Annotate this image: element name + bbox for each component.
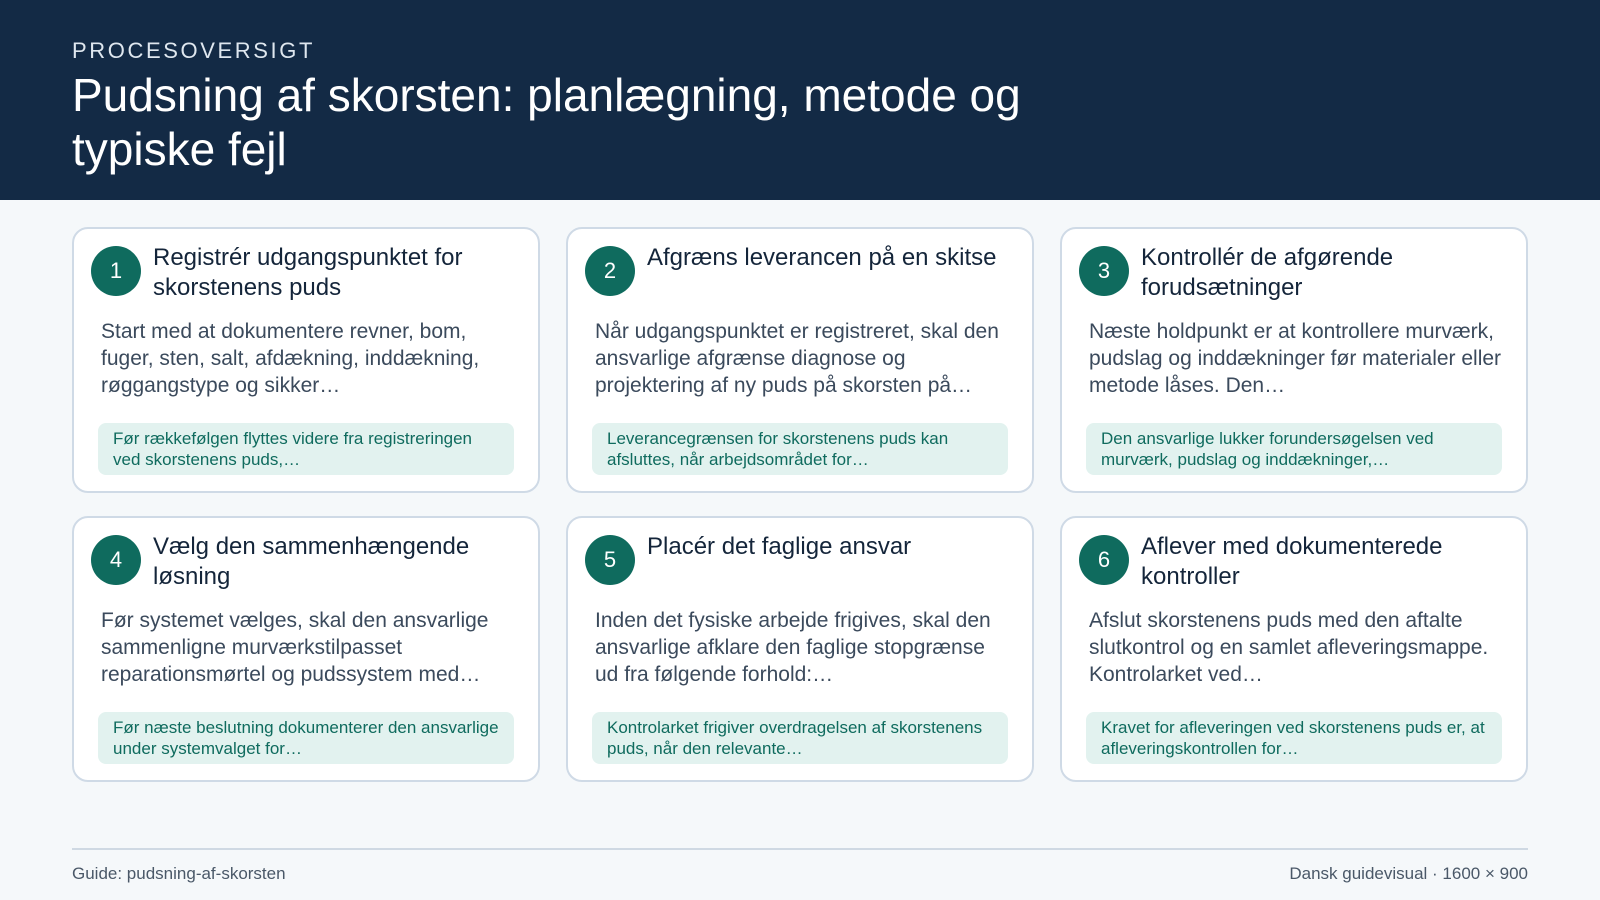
- page-title: Pudsning af skorsten: planlægning, metode og typiske fejl: [72, 69, 1021, 175]
- step-title: Placér det faglige ansvar: [647, 533, 912, 560]
- step-description: Start med at dokumentere revner, bom, fuger, sten, salt, afdækning, inddækning, røggangstype og sikker…: [101, 320, 480, 397]
- eyebrow-label: PROCESOVERSIGT: [72, 38, 315, 63]
- step-note: Kravet for afleveringen ved skorstenens puds er, at afleveringskontrollen for…: [1086, 712, 1502, 764]
- step-number-badge: 1: [91, 246, 141, 296]
- step-number-badge: 4: [91, 535, 141, 585]
- footer-guide-label: Guide: pudsning-af-skorsten: [72, 864, 286, 883]
- step-number-badge: 6: [1079, 535, 1129, 585]
- step-number-badge: 5: [585, 535, 635, 585]
- step-title: Vælg den sammenhængende løsning: [153, 533, 470, 590]
- step-note: Før rækkefølgen flyttes videre fra registreringen ved skorstenens puds,…: [98, 423, 514, 475]
- step-card-4: [72, 516, 540, 782]
- step-note: Før næste beslutning dokumenterer den ansvarlige under systemvalget for…: [98, 712, 514, 764]
- step-note: Kontrolarket frigiver overdragelsen af skorstenens puds, når den relevante…: [592, 712, 1008, 764]
- step-card-6: [1060, 516, 1528, 782]
- step-description: Næste holdpunkt er at kontrollere murværk, pudslag og inddækninger før materialer eller metode låses. Den…: [1089, 320, 1502, 397]
- footer-format-label: Dansk guidevisual · 1600 × 900: [1289, 864, 1528, 883]
- step-number-badge: 2: [585, 246, 635, 296]
- step-note: Leverancegrænsen for skorstenens puds kan afsluttes, når arbejdsområdet for…: [592, 423, 1008, 475]
- step-title: Aflever med dokumenterede kontroller: [1141, 533, 1443, 590]
- step-description: Afslut skorstenens puds med den aftalte slutkontrol og en samlet afleveringsmappe. Kontrolarket ved…: [1089, 609, 1489, 686]
- step-description: Inden det fysiske arbejde frigives, skal den ansvarlige afklare den faglige stopgrænse ud fra følgende forhold:…: [595, 609, 991, 686]
- step-card-3: [1060, 227, 1528, 493]
- footer-divider: [72, 848, 1528, 850]
- step-card-1: [72, 227, 540, 493]
- step-card-5: [566, 516, 1034, 782]
- header-banner: [0, 0, 1600, 200]
- step-title: Afgræns leverancen på en skitse: [647, 244, 997, 271]
- step-note: Den ansvarlige lukker forundersøgelsen ved murværk, pudslag og inddækninger,…: [1086, 423, 1502, 475]
- step-description: Før systemet vælges, skal den ansvarlige sammenligne murværkstilpasset reparationsmørtel og pudssystem med…: [101, 609, 489, 686]
- step-title: Kontrollér de afgørende forudsætninger: [1141, 244, 1394, 301]
- step-number-badge: 3: [1079, 246, 1129, 296]
- process-steps-grid: [72, 227, 1528, 782]
- step-card-2: [566, 227, 1034, 493]
- step-title: Registrér udgangspunktet for skorstenens puds: [153, 244, 463, 301]
- step-description: Når udgangspunktet er registreret, skal den ansvarlige afgrænse diagnose og projektering af ny puds på skorsten på…: [595, 320, 999, 397]
